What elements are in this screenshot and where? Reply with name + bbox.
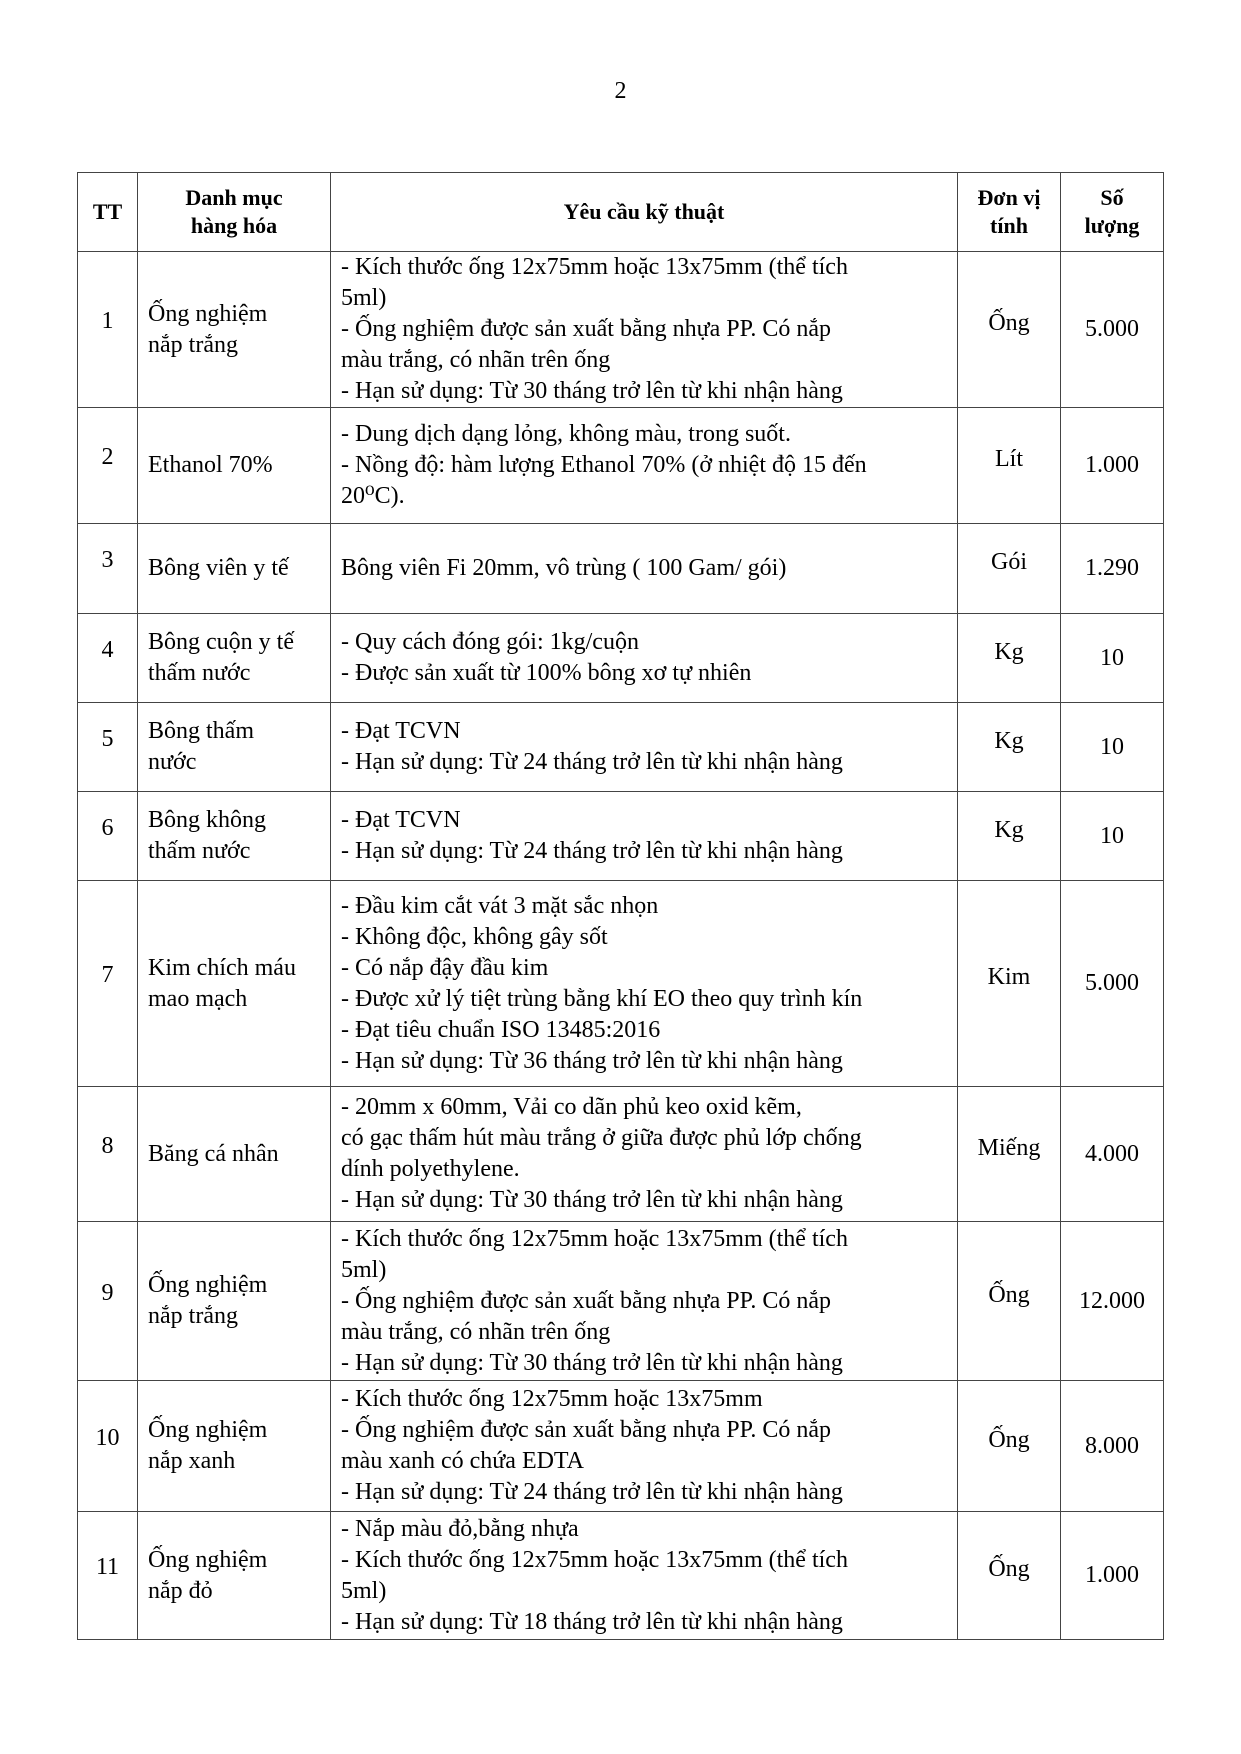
cell-item-name xyxy=(138,524,331,614)
spec-line: 5ml) xyxy=(341,285,387,311)
unit-text: Lít xyxy=(995,446,1023,472)
spec-line: - Được xử lý tiệt trùng bằng khí EO theo quy trình kín xyxy=(341,985,863,1012)
cell-tt xyxy=(78,1381,138,1512)
spec-line: - Hạn sử dụng: Từ 30 tháng trở lên từ khi nhận hàng xyxy=(341,378,843,404)
row-number: 3 xyxy=(101,547,114,573)
unit-text: Ống xyxy=(988,310,1030,336)
quantity-text: 12.000 xyxy=(1079,1287,1145,1314)
header-category-line: Danh mục xyxy=(185,185,283,210)
unit-text: Kg xyxy=(994,816,1024,843)
item-name-line: Bông cuộn y tế xyxy=(148,629,294,655)
cell-quantity xyxy=(1061,614,1164,703)
cell-spec xyxy=(331,1087,958,1222)
spec-line: - Kích thước ống 12x75mm hoặc 13x75mm xyxy=(341,1386,763,1412)
table-body xyxy=(78,252,1164,1640)
cell-unit xyxy=(958,881,1061,1087)
item-name-line: Ống nghiệm xyxy=(148,1546,268,1573)
table-row xyxy=(78,1222,1164,1381)
cell-unit xyxy=(958,1512,1061,1640)
table-row xyxy=(78,408,1164,524)
header-qty-line: Số xyxy=(1100,185,1124,210)
quantity-text: 1.000 xyxy=(1085,452,1139,478)
cell-unit xyxy=(958,1381,1061,1512)
spec-line: - Ống nghiệm được sản xuất bằng nhựa PP. Có nắp xyxy=(341,316,831,342)
cell-spec xyxy=(331,1381,958,1512)
row-number: 6 xyxy=(101,814,114,841)
table-row xyxy=(78,792,1164,881)
table-row xyxy=(78,703,1164,792)
cell-spec xyxy=(331,881,958,1087)
cell-unit xyxy=(958,252,1061,408)
spec-line: - Có nắp đậy đầu kim xyxy=(341,954,549,981)
item-name-line: nắp trắng xyxy=(148,1303,238,1329)
spec-line: - Đạt tiêu chuẩn ISO 13485:2016 xyxy=(341,1016,661,1043)
quantity-text: 10 xyxy=(1100,644,1124,671)
spec-line: - Hạn sử dụng: Từ 24 tháng trở lên từ khi nhận hàng xyxy=(341,749,843,775)
item-name-line: Bông không xyxy=(148,807,267,833)
cell-item-name xyxy=(138,1512,331,1640)
header-unit-line: Đơn vị xyxy=(977,185,1041,210)
item-name-line: nắp trắng xyxy=(148,331,238,358)
cell-item-name xyxy=(138,703,331,792)
row-number: 1 xyxy=(101,308,114,334)
cell-spec xyxy=(331,614,958,703)
cell-spec xyxy=(331,252,958,408)
item-name-line: nắp xanh xyxy=(148,1448,236,1474)
item-name-line: Kim chích máu xyxy=(148,954,296,981)
table-header-row xyxy=(78,173,1164,252)
cell-quantity xyxy=(1061,703,1164,792)
quantity-text: 5.000 xyxy=(1085,970,1139,996)
spec-line: - Quy cách đóng gói: 1kg/cuộn xyxy=(341,629,639,655)
spec-line: - Được sản xuất từ 100% bông xơ tự nhiên xyxy=(341,660,752,686)
header-unit-line: tính xyxy=(990,213,1028,238)
cell-quantity xyxy=(1061,1381,1164,1512)
cell-tt xyxy=(78,703,138,792)
spec-line: màu xanh có chứa EDTA xyxy=(341,1448,584,1474)
item-name-line: Bông viên y tế xyxy=(148,555,289,581)
row-number: 9 xyxy=(101,1279,114,1306)
header-unit xyxy=(958,173,1061,252)
spec-line: - Hạn sử dụng: Từ 36 tháng trở lên từ khi nhận hàng xyxy=(341,1047,843,1074)
cell-unit xyxy=(958,1222,1061,1381)
unit-text: Kg xyxy=(994,727,1024,754)
item-name-line: mao mạch xyxy=(148,985,248,1012)
spec-line: - Ống nghiệm được sản xuất bằng nhựa PP. Có nắp xyxy=(341,1417,831,1443)
cell-item-name xyxy=(138,792,331,881)
cell-quantity xyxy=(1061,252,1164,408)
cell-spec xyxy=(331,792,958,881)
cell-spec xyxy=(331,1222,958,1381)
cell-unit xyxy=(958,1087,1061,1222)
spec-line: - 20mm x 60mm, Vải co dãn phủ keo oxid kẽm, xyxy=(341,1094,802,1120)
spec-line: - Đạt TCVN xyxy=(341,807,461,833)
quantity-text: 8.000 xyxy=(1085,1432,1139,1459)
item-name-line: thấm nước xyxy=(148,838,251,864)
unit-text: Miếng xyxy=(977,1134,1041,1161)
quantity-text: 1.000 xyxy=(1085,1562,1139,1588)
spec-line: - Đạt TCVN xyxy=(341,718,461,744)
unit-text: Ống xyxy=(988,1426,1030,1453)
spec-line: 5ml) xyxy=(341,1256,387,1283)
spec-line: dính polyethylene. xyxy=(341,1156,520,1182)
unit-text: Ống xyxy=(988,1556,1030,1582)
cell-quantity xyxy=(1061,524,1164,614)
cell-item-name xyxy=(138,408,331,524)
cell-unit xyxy=(958,792,1061,881)
cell-tt xyxy=(78,408,138,524)
header-qty xyxy=(1061,173,1164,252)
spec-line: - Nồng độ: hàm lượng Ethanol 70% (ở nhiệt độ 15 đến xyxy=(341,452,867,478)
spec-line: - Hạn sử dụng: Từ 24 tháng trở lên từ khi nhận hàng xyxy=(341,838,843,864)
header-qty-line: lượng xyxy=(1084,213,1140,238)
unit-text: Kim xyxy=(987,964,1031,990)
unit-text: Ống xyxy=(988,1281,1030,1308)
spec-line: - Nắp màu đỏ,bằng nhựa xyxy=(341,1515,579,1542)
item-name-line: nước xyxy=(148,749,197,775)
table-row xyxy=(78,524,1164,614)
quantity-text: 5.000 xyxy=(1085,316,1139,342)
item-name-line: Ethanol 70% xyxy=(148,452,273,478)
row-number: 7 xyxy=(101,962,114,988)
quantity-text: 10 xyxy=(1100,822,1124,849)
spec-line: 5ml) xyxy=(341,1577,387,1604)
quantity-text: 4.000 xyxy=(1085,1140,1139,1167)
row-number: 5 xyxy=(101,725,114,752)
cell-tt xyxy=(78,614,138,703)
cell-unit xyxy=(958,408,1061,524)
cell-item-name xyxy=(138,252,331,408)
cell-item-name xyxy=(138,1222,331,1381)
cell-item-name xyxy=(138,1381,331,1512)
cell-tt xyxy=(78,881,138,1087)
cell-quantity xyxy=(1061,792,1164,881)
cell-unit xyxy=(958,614,1061,703)
item-name-line: Ống nghiệm xyxy=(148,1417,268,1443)
table-row xyxy=(78,1087,1164,1222)
spec-line: màu trắng, có nhãn trên ống xyxy=(341,347,611,373)
spec-line: - Ống nghiệm được sản xuất bằng nhựa PP. Có nắp xyxy=(341,1287,831,1314)
spec-line: Bông viên Fi 20mm, vô trùng ( 100 Gam/ gói) xyxy=(341,555,787,581)
unit-text: Gói xyxy=(991,549,1027,575)
cell-quantity xyxy=(1061,1087,1164,1222)
cell-item-name xyxy=(138,881,331,1087)
cell-unit xyxy=(958,524,1061,614)
cell-item-name xyxy=(138,1087,331,1222)
cell-tt xyxy=(78,792,138,881)
item-name-line: nắp đỏ xyxy=(148,1577,213,1604)
item-name-line: Ống nghiệm xyxy=(148,300,268,327)
item-name-line: thấm nước xyxy=(148,660,251,686)
table-row xyxy=(78,1512,1164,1640)
cell-spec xyxy=(331,408,958,524)
cell-tt xyxy=(78,1087,138,1222)
cell-quantity xyxy=(1061,408,1164,524)
item-name-line: Bông thấm xyxy=(148,718,254,744)
row-number: 4 xyxy=(101,636,114,663)
cell-spec xyxy=(331,1512,958,1640)
spec-line: 20⁰C). xyxy=(341,483,405,509)
cell-item-name xyxy=(138,614,331,703)
cell-tt xyxy=(78,252,138,408)
row-number: 2 xyxy=(101,444,114,470)
table-row xyxy=(78,252,1164,408)
spec-line: - Hạn sử dụng: Từ 18 tháng trở lên từ khi nhận hàng xyxy=(341,1608,843,1635)
spec-line: - Dung dịch dạng lỏng, không màu, trong suốt. xyxy=(341,421,791,447)
table-row xyxy=(78,614,1164,703)
cell-spec xyxy=(331,524,958,614)
cell-quantity xyxy=(1061,881,1164,1087)
item-name-line: Băng cá nhân xyxy=(148,1140,279,1167)
row-number: 8 xyxy=(101,1132,114,1159)
cell-tt xyxy=(78,1222,138,1381)
item-name-line: Ống nghiệm xyxy=(148,1272,268,1298)
spec-line: màu trắng, có nhãn trên ống xyxy=(341,1318,611,1345)
cell-spec xyxy=(331,703,958,792)
spec-line: - Kích thước ống 12x75mm hoặc 13x75mm (thể tích xyxy=(341,254,848,280)
cell-tt xyxy=(78,524,138,614)
table-row xyxy=(78,881,1164,1087)
cell-unit xyxy=(958,703,1061,792)
unit-text: Kg xyxy=(994,638,1024,665)
spec-line: - Hạn sử dụng: Từ 24 tháng trở lên từ khi nhận hàng xyxy=(341,1479,843,1505)
table-row xyxy=(78,1381,1164,1512)
spec-line: - Kích thước ống 12x75mm hoặc 13x75mm (thể tích xyxy=(341,1546,848,1573)
page-number: 2 xyxy=(614,78,627,104)
header-category-line: hàng hóa xyxy=(190,213,278,238)
spec-line: - Hạn sử dụng: Từ 30 tháng trở lên từ khi nhận hàng xyxy=(341,1349,843,1376)
quantity-text: 1.290 xyxy=(1085,555,1139,581)
cell-quantity xyxy=(1061,1512,1164,1640)
header-spec: Yêu cầu kỹ thuật xyxy=(331,173,958,252)
goods-spec-table xyxy=(77,172,1164,1640)
row-number: 10 xyxy=(95,1424,120,1451)
header-category xyxy=(138,173,331,252)
cell-tt xyxy=(78,1512,138,1640)
spec-line: - Không độc, không gây sốt xyxy=(341,923,608,950)
spec-line: - Kích thước ống 12x75mm hoặc 13x75mm (thể tích xyxy=(341,1225,848,1252)
quantity-text: 10 xyxy=(1100,733,1124,760)
cell-quantity xyxy=(1061,1222,1164,1381)
header-tt: TT xyxy=(78,173,138,252)
row-number: 11 xyxy=(95,1554,120,1580)
spec-line: - Đầu kim cắt vát 3 mặt sắc nhọn xyxy=(341,892,659,919)
spec-line: có gạc thấm hút màu trắng ở giữa được phủ lớp chống xyxy=(341,1125,862,1151)
spec-line: - Hạn sử dụng: Từ 30 tháng trở lên từ khi nhận hàng xyxy=(341,1187,843,1213)
